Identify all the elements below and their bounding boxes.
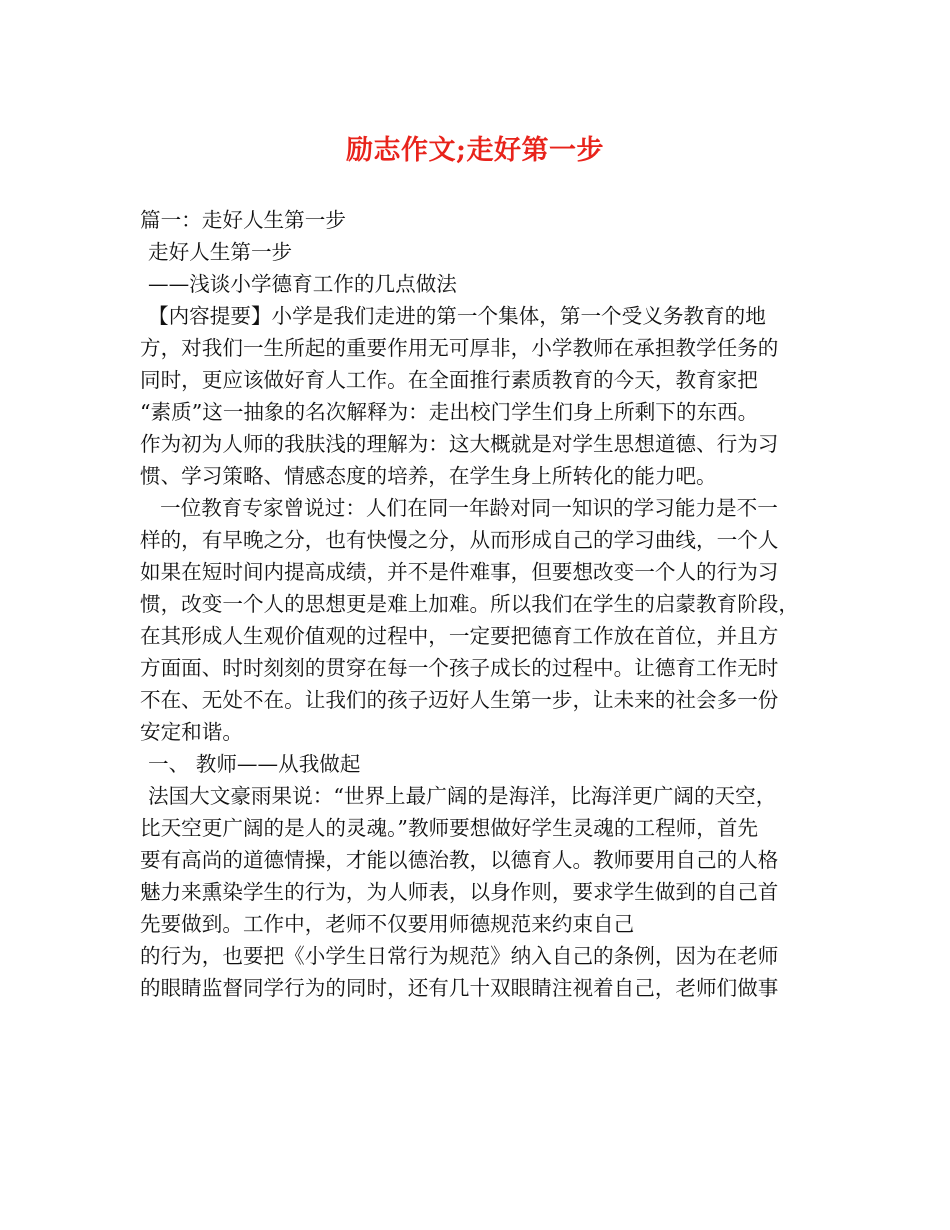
paragraph-line: 先要做到。工作中，老师不仅要用师德规范来约束自己 (140, 912, 635, 936)
article-subtitle: ——浅谈小学德育工作的几点做法 (148, 272, 457, 296)
paragraph-line: 同时，更应该做好育人工作。在全面推行素质教育的今天，教育家把 (140, 368, 758, 392)
paragraph-line: 惯、学习策略、情感态度的培养，在学生身上所转化的能力吧。 (140, 464, 717, 488)
section-heading: 篇一：走好人生第一步 (140, 208, 346, 232)
paragraph-line: 法国大文豪雨果说：“世界上最广阔的是海洋，比海洋更广阔的天空， (148, 784, 777, 808)
paragraph-line: 的眼睛监督同学行为的同时，还有几十双眼睛注视着自己，老师们做事 (140, 976, 779, 1000)
paragraph-line: 【内容提要】小学是我们走进的第一个集体，第一个受义务教育的地 (148, 304, 766, 328)
paragraph-line: 比天空更广阔的是人的灵魂。”教师要想做好学生灵魂的工程师，首先 (140, 816, 759, 840)
paragraph-line: 如果在短时间内提高成绩，并不是件难事，但要想改变一个人的行为习 (140, 560, 779, 584)
paragraph-line: 安定和谐。 (140, 720, 243, 744)
paragraph-line: 方，对我们一生所起的重要作用无可厚非，小学教师在承担教学任务的 (140, 336, 779, 360)
section-heading: 一、 教师——从我做起 (148, 752, 361, 776)
paragraph-line: 不在、无处不在。让我们的孩子迈好人生第一步，让未来的社会多一份 (140, 688, 779, 712)
paragraph-line: “素质”这一抽象的名次解释为：走出校门学生们身上所剩下的东西。 (140, 400, 759, 424)
paragraph-line: 的行为，也要把《小学生日常行为规范》纳入自己的条例，因为在老师 (140, 944, 779, 968)
paragraph-line: 要有高尚的道德情操，才能以德治教，以德育人。教师要用自己的人格 (140, 848, 779, 872)
paragraph-line: 在其形成人生观价值观的过程中，一定要把德育工作放在首位，并且方 (140, 624, 779, 648)
paragraph-line: 方面面、时时刻刻的贯穿在每一个孩子成长的过程中。让德育工作无时 (140, 656, 779, 680)
paragraph-line: 魅力来熏染学生的行为，为人师表，以身作则，要求学生做到的自己首 (140, 880, 779, 904)
document-body (140, 204, 840, 1004)
article-title: 走好人生第一步 (148, 240, 293, 264)
paragraph-line: 样的，有早晚之分，也有快慢之分，从而形成自己的学习曲线，一个人 (140, 528, 779, 552)
paragraph-line: 作为初为人师的我肤浅的理解为：这大概就是对学生思想道德、行为习 (140, 432, 779, 456)
document-title: 励志作文;走好第一步 (346, 135, 604, 166)
paragraph-line: 一位教育专家曾说过：人们在同一年龄对同一知识的学习能力是不一 (160, 496, 778, 520)
paragraph-line: 惯，改变一个人的思想更是难上加难。所以我们在学生的启蒙教育阶段， (140, 592, 799, 616)
